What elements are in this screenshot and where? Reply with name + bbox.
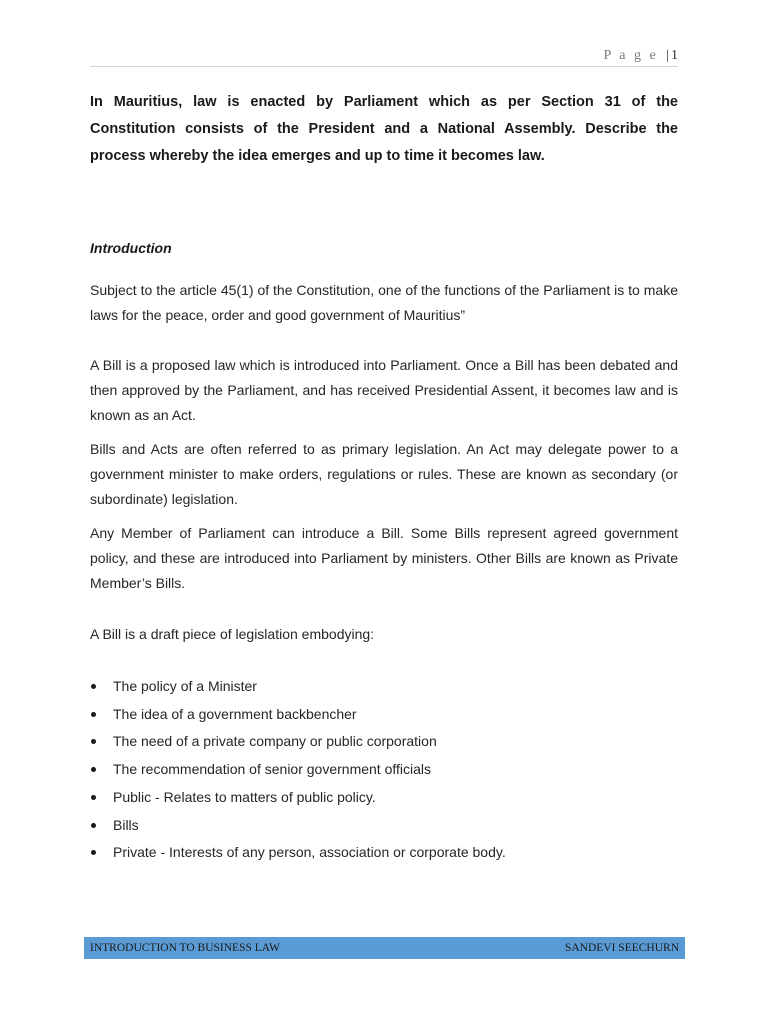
document-body xyxy=(90,89,678,867)
bullet-icon xyxy=(91,767,96,772)
paragraph: A Bill is a proposed law which is introduced into Parliament. Once a Bill has been debated and then approved by the Parliament, and has received Presidential Assent, it becomes law and is known as an Act. xyxy=(90,357,678,423)
footer-bar xyxy=(84,937,685,959)
bullet-icon xyxy=(91,795,96,800)
list-item-text: The recommendation of senior government officials xyxy=(113,761,432,778)
bullet-icon xyxy=(91,850,96,855)
list-item-text: The need of a private company or public corporation xyxy=(113,733,437,750)
bullet-list xyxy=(90,673,678,867)
question-text: In Mauritius, law is enacted by Parliament which as per Section 31 of the Constitution consists of the President and a National Assembly. Describe the process whereby the idea emerges and up to time it becomes law. xyxy=(90,94,678,164)
list-item xyxy=(90,673,678,701)
page-label: P a g e xyxy=(603,48,659,63)
bullet-icon xyxy=(91,684,96,689)
list-item-text: Bills xyxy=(113,816,139,833)
list-item xyxy=(90,756,678,784)
page-number-label xyxy=(603,48,678,64)
paragraph: Subject to the article 45(1) of the Constitution, one of the functions of the Parliament is to make laws for the peace, order and good government of Mauritius” xyxy=(90,282,678,323)
page-header xyxy=(90,44,678,67)
list-item-text: Private - Interests of any person, association or corporate body. xyxy=(113,844,506,861)
list-item xyxy=(90,728,678,756)
list-item xyxy=(90,701,678,729)
bullet-icon xyxy=(91,712,96,717)
page-separator: | xyxy=(666,48,669,63)
page-number: 1 xyxy=(671,48,678,63)
list-item xyxy=(90,812,678,840)
paragraph: A Bill is a draft piece of legislation embodying: xyxy=(90,626,375,642)
paragraph: Bills and Acts are often referred to as primary legislation. An Act may delegate power to a government minister to make orders, regulations or rules. These are known as secondary (or subordinate) legislation. xyxy=(90,441,678,507)
list-item xyxy=(90,784,678,812)
footer-course-title: INTRODUCTION TO BUSINESS LAW xyxy=(90,942,281,954)
list-item xyxy=(90,839,678,867)
paragraph: Any Member of Parliament can introduce a Bill. Some Bills represent agreed government policy, and these are introduced into Parliament by ministers. Other Bills are known as Private Member’s Bills. xyxy=(90,525,678,591)
bullet-icon xyxy=(91,739,96,744)
bullet-icon xyxy=(91,823,96,828)
footer-author: SANDEVI SEECHURN xyxy=(564,942,679,954)
list-item-text: The policy of a Minister xyxy=(113,678,257,694)
list-item-text: Public - Relates to matters of public policy. xyxy=(113,788,376,805)
list-item-text: The idea of a government backbencher xyxy=(113,705,357,722)
section-heading: Introduction xyxy=(90,240,172,256)
